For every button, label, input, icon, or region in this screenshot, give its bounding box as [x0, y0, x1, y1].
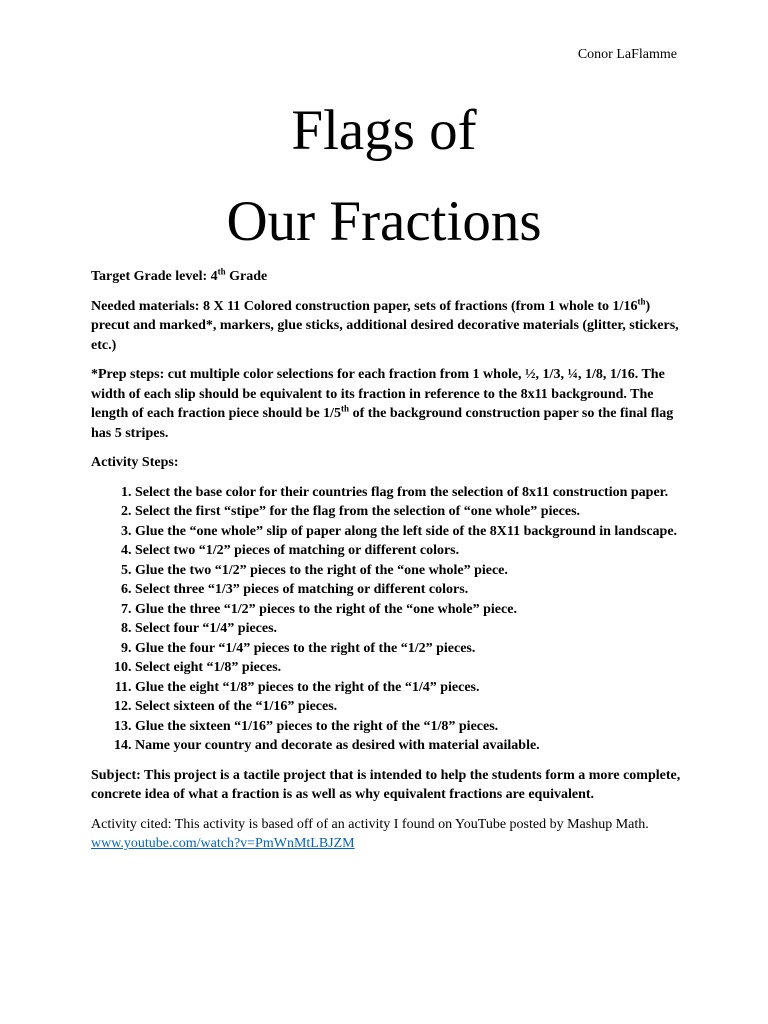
- list-item: 14. Name your country and decorate as desired with material available.: [135, 736, 681, 756]
- list-item: 6. Select three “1/3” pieces of matching or different colors.: [135, 580, 681, 600]
- youtube-link[interactable]: www.youtube.com/watch?v=PmWnMtLBJZM: [91, 836, 355, 851]
- list-item: 8. Select four “1/4” pieces.: [135, 619, 681, 639]
- activity-cited: Activity cited: This activity is based off of an activity I found on YouTube posted by Mashup Math. www.youtube.com/watch?v=PmWnMtLBJZM: [91, 816, 649, 851]
- list-item: 3. Glue the “one whole” slip of paper along the left side of the 8X11 background in landscape.: [135, 522, 681, 542]
- list-item: 1. Select the base color for their countries flag from the selection of 8x11 construction paper.: [135, 483, 681, 503]
- title-line-2: Our Fractions: [226, 190, 542, 253]
- author-name: Conor LaFlamme: [577, 47, 677, 62]
- list-item: 4. Select two “1/2” pieces of matching or different colors.: [135, 541, 681, 561]
- list-item: 9. Glue the four “1/4” pieces to the right of the “1/2” pieces.: [135, 639, 681, 659]
- list-item: 5. Glue the two “1/2” pieces to the right of the “one whole” piece.: [135, 561, 681, 581]
- grade-level: Target Grade level: 4th Grade: [91, 266, 268, 284]
- list-item: 10. Select eight “1/8” pieces.: [135, 658, 681, 678]
- needed-materials: Needed materials: 8 X 11 Colored construction paper, sets of fractions (from 1 whole to 1/16th) precut and marked*, markers, glue sticks, additional desired decorative materials (glitter, stickers, etc.): [91, 295, 679, 353]
- list-item: 11. Glue the eight “1/8” pieces to the right of the “1/4” pieces.: [135, 678, 681, 698]
- list-item: 12. Select sixteen of the “1/16” pieces.: [135, 697, 681, 717]
- subject-paragraph: Subject: This project is a tactile project that is intended to help the students form a more complete, concrete idea of what a fraction is as well as why equivalent fractions are equivalent.: [91, 767, 681, 802]
- list-item: 2. Select the first “stipe” for the flag from the selection of “one whole” pieces.: [135, 502, 681, 522]
- prep-steps: *Prep steps: cut multiple color selections for each fraction from 1 whole, ½, 1/3, ¼, 1/8, 1/16. The width of each slip should be equivalent to its fraction in reference to the 8x11 background. The length of each fraction piece should be 1/5th of the background construction paper so the final flag has 5 stripes.: [91, 367, 674, 441]
- document-body: [91, 267, 681, 864]
- title-line-1: Flags of: [291, 99, 477, 162]
- list-item: 13. Glue the sixteen “1/16” pieces to the right of the “1/8” pieces.: [135, 717, 681, 737]
- activity-steps-heading: Activity Steps:: [91, 455, 179, 470]
- list-item: 7. Glue the three “1/2” pieces to the right of the “one whole” piece.: [135, 600, 681, 620]
- activity-steps-list: [91, 483, 681, 756]
